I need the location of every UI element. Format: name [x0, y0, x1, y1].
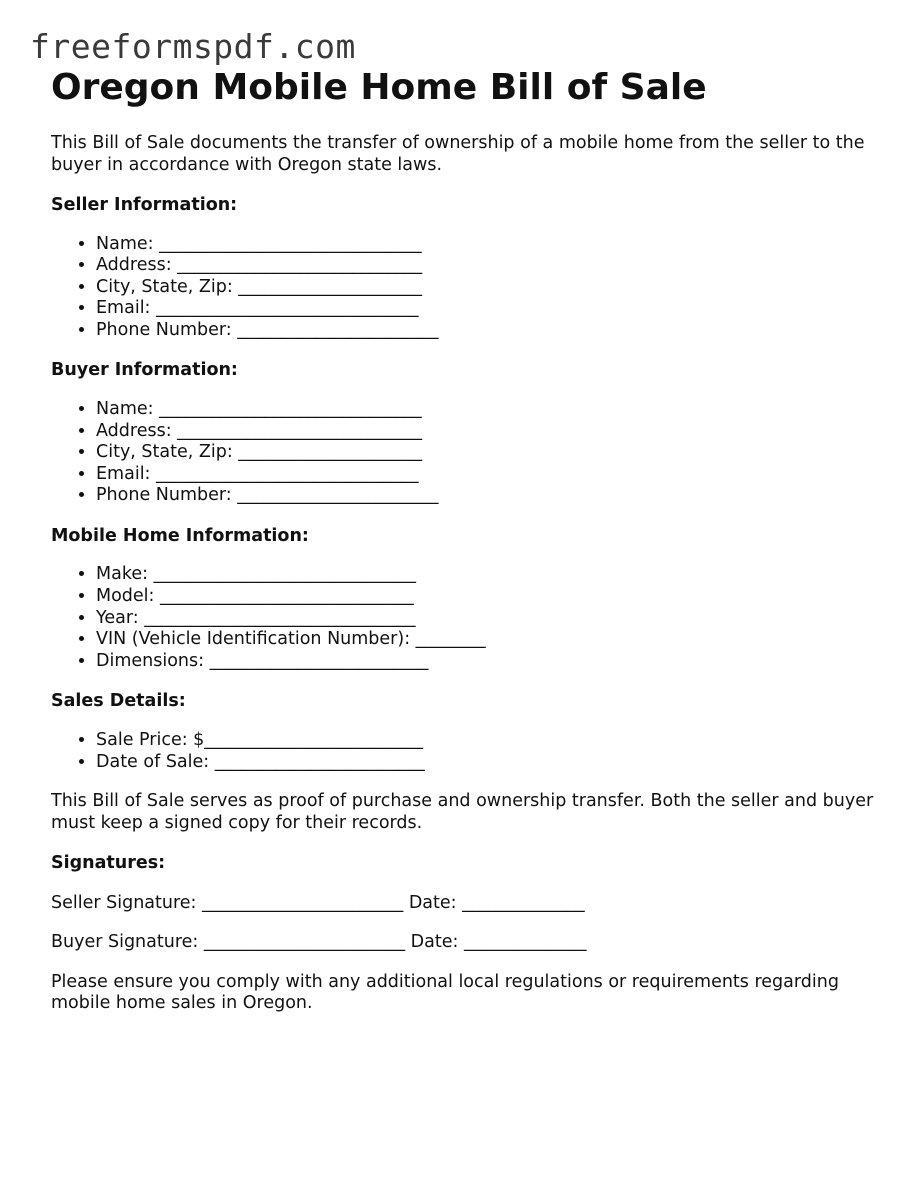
closing-paragraph: This Bill of Sale serves as proof of purchase and ownership transfer. Both the seller and buyer must keep a signed copy for their records.: [51, 791, 874, 833]
buyer-section-heading: Buyer Information:: [51, 360, 238, 381]
buyer-field-list: [51, 399, 881, 507]
sales-field-list: [51, 730, 881, 773]
document-page: [51, 66, 881, 1015]
seller-email-field: • Email: ______________________________: [96, 298, 881, 320]
seller-field-list: [51, 234, 881, 342]
signatures-section-heading: Signatures:: [51, 853, 166, 874]
seller-address-field: • Address: ____________________________: [96, 255, 881, 277]
buyer-email-field: • Email: ______________________________: [96, 464, 881, 486]
home-make-field: • Make: ______________________________: [96, 564, 881, 586]
buyer-signature-line: Buyer Signature: _______________________ Date: ______________: [51, 932, 587, 953]
home-dimensions-field: • Dimensions: _________________________: [96, 651, 881, 673]
site-watermark: freeformspdf.com: [30, 27, 356, 66]
intro-paragraph: This Bill of Sale documents the transfer of ownership of a mobile home from the seller to the buyer in accordance with Oregon state laws.: [51, 133, 865, 175]
buyer-name-field: • Name: ______________________________: [96, 399, 881, 421]
home-field-list: [51, 564, 881, 672]
buyer-phone-field: • Phone Number: _______________________: [96, 485, 881, 507]
home-model-field: • Model: _____________________________: [96, 586, 881, 608]
sale-date-field: • Date of Sale: ________________________: [96, 752, 881, 774]
home-vin-field: • VIN (Vehicle Identification Number): ________: [96, 629, 881, 651]
seller-section-heading: Seller Information:: [51, 195, 238, 215]
home-section-heading: Mobile Home Information:: [51, 525, 309, 546]
sale-price-field: • Sale Price: $_________________________: [96, 730, 881, 752]
seller-signature-line: Seller Signature: _______________________ Date: ______________: [51, 892, 585, 913]
final-note-paragraph: Please ensure you comply with any additional local regulations or requirements regarding mobile home sales in Oregon.: [51, 971, 839, 1014]
seller-name-field: • Name: ______________________________: [96, 234, 881, 256]
document-title: Oregon Mobile Home Bill of Sale: [51, 67, 707, 108]
home-year-field: • Year: _______________________________: [96, 608, 881, 630]
seller-city-state-zip-field: • City, State, Zip: _____________________: [96, 277, 881, 299]
buyer-city-state-zip-field: • City, State, Zip: _____________________: [96, 442, 881, 464]
seller-phone-field: • Phone Number: _______________________: [96, 320, 881, 342]
buyer-address-field: • Address: ____________________________: [96, 421, 881, 443]
sales-section-heading: Sales Details:: [51, 691, 186, 712]
